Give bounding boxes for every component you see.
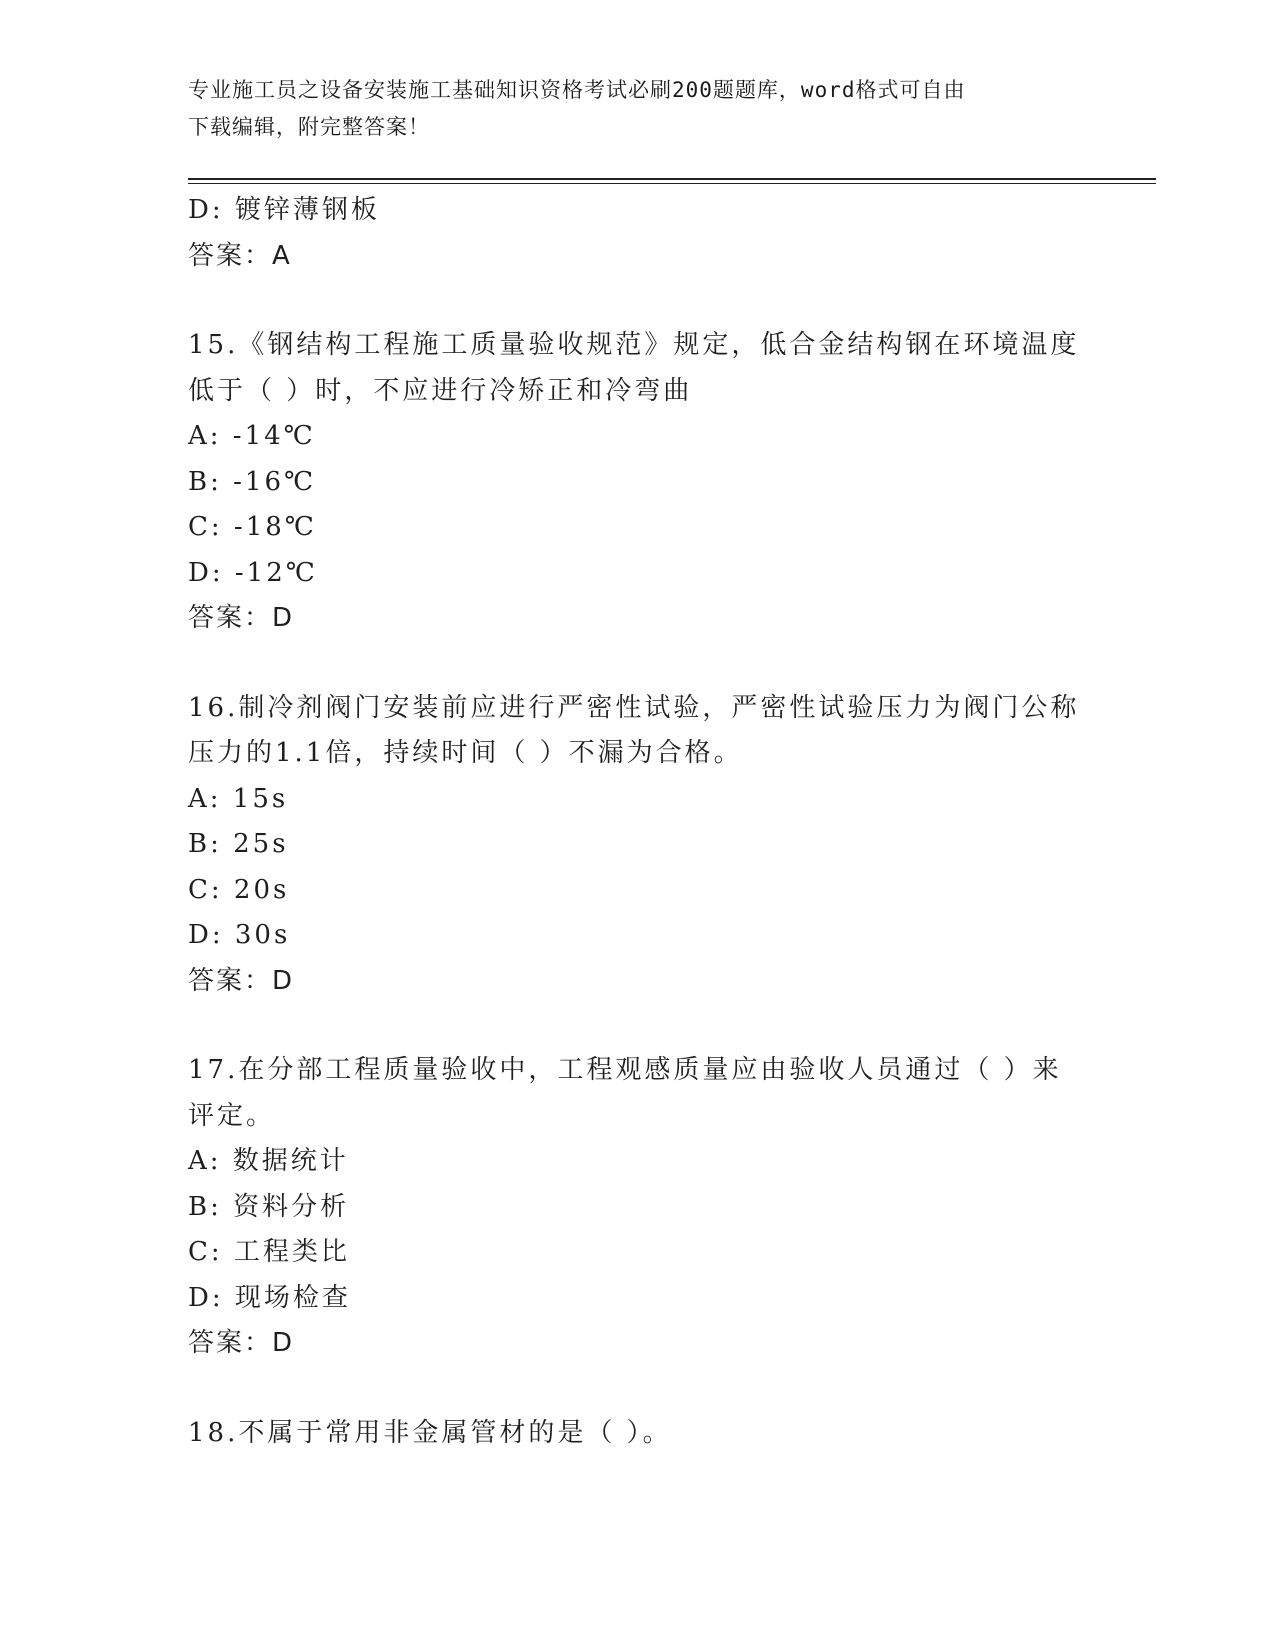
option-d: D: -12℃ — [188, 557, 318, 588]
option-c: C: -18℃ — [188, 512, 317, 542]
option-a: A: 15s — [188, 783, 289, 814]
document-header — [188, 72, 1068, 146]
header-title-line-1: 专业施工员之设备安装施工基础知识资格考试必刷200题题库，word格式可自由 — [188, 78, 966, 102]
question-18 — [188, 1411, 1088, 1457]
header-divider-thin — [188, 183, 1156, 184]
question-text-line-2: 压力的1.1倍，持续时间（ ）不漏为合格。 — [188, 738, 743, 768]
answer-line: 答案：D — [188, 1328, 295, 1358]
option-c: C: 20s — [188, 874, 290, 905]
question-17 — [188, 1048, 1088, 1367]
option-a: A: -14℃ — [188, 421, 316, 451]
option-d: D: 镀锌薄钢板 — [188, 195, 380, 225]
question-text-line-1: 15.《钢结构工程施工质量验收规范》规定，低合金结构钢在环境温度 — [188, 330, 1080, 360]
answer-line: 答案：A — [188, 240, 292, 271]
answer-line: 答案：D — [188, 603, 295, 633]
option-d: D: 30s — [188, 920, 291, 950]
option-a: A: 数据统计 — [188, 1146, 349, 1176]
option-b: B: 资料分析 — [188, 1191, 350, 1222]
question-text-line-2: 评定。 — [188, 1100, 276, 1131]
question-text-line-2: 低于（ ）时，不应进行冷矫正和冷弯曲 — [188, 375, 693, 406]
option-b: B: -16℃ — [188, 466, 317, 497]
option-d: D: 现场检查 — [188, 1282, 351, 1313]
question-text-line-1: 18.不属于常用非金属管材的是（ ）。 — [188, 1417, 672, 1448]
question-15 — [188, 323, 1088, 642]
question-16 — [188, 686, 1088, 1005]
option-b: B: 25s — [188, 829, 289, 859]
question-list — [188, 188, 1088, 1456]
question-text-line-1: 17.在分部工程质量验收中，工程观感质量应由验收人员通过（ ）来 — [188, 1055, 1062, 1085]
previous-question-fragment — [188, 188, 1088, 279]
answer-line: 答案：D — [188, 965, 295, 996]
header-title-line-2: 下载编辑，附完整答案！ — [188, 115, 430, 139]
option-c: C: 工程类比 — [188, 1237, 350, 1267]
header-divider-thick — [188, 178, 1156, 180]
question-text-line-1: 16.制冷剂阀门安装前应进行严密性试验，严密性试验压力为阀门公称 — [188, 692, 1080, 723]
